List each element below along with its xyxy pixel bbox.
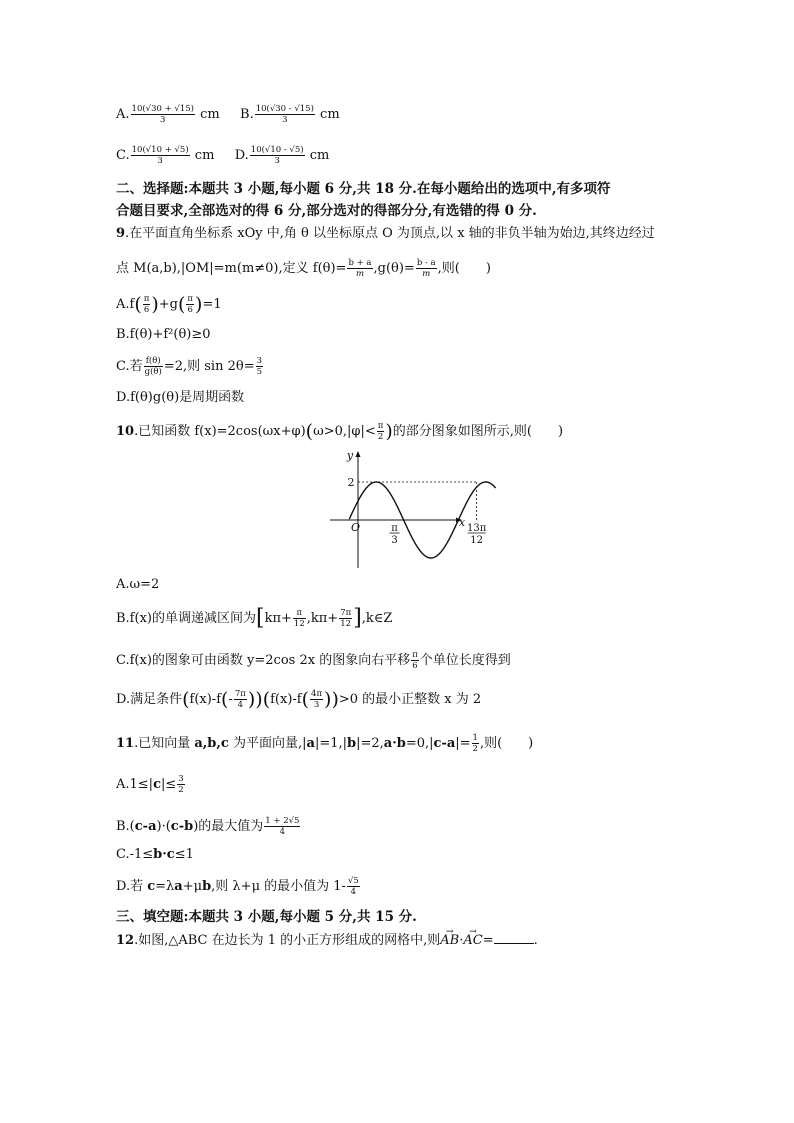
q11-number: 11 — [116, 736, 135, 751]
x-axis-label: x — [458, 516, 466, 529]
q9-g-definition: $\frac{b - a}{m}$ — [416, 258, 436, 279]
y-tick-2: 2 — [347, 476, 355, 489]
q8-option-c-fraction: $\frac{10(√10 + √5)}{3}$ — [131, 145, 189, 166]
q9-f-definition: $\frac{b + a}{m}$ — [348, 258, 372, 279]
vector-ac: → AC — [463, 932, 482, 950]
q8-option-b-label: B. — [240, 107, 254, 122]
q8-option-c-label: C. — [116, 148, 130, 163]
x-tick-pi3-num: π — [391, 523, 398, 534]
vector-ab: → AB — [440, 932, 459, 950]
y-axis-arrow — [356, 451, 361, 457]
q10-option-d: D.满足条件(f(x)-f(- $\frac{7\pi}{4}$ ))(f(x)-f( $\frac{4\pi}{3}$ ))>0 的最小正整数 x 为 2 — [116, 688, 482, 711]
q10-stem: 10.已知函数 f(x)=2cos(ωx+φ)(ω>0,|φ|< $\frac{\pi}{2}$ )的部分图象如图所示,则( ) — [116, 420, 564, 443]
section3-header: 三、填空题:本题共 3 小题,每小题 5 分,共 15 分. — [116, 909, 417, 925]
q8-option-d-label: D. — [234, 148, 249, 163]
x-tick-pi3-den: 3 — [391, 535, 398, 546]
q9-stem-line2: 点 M(a,b),|OM|=m(m≠0),定义 f(θ)= $\frac{b + a}{m}$ ,g(θ)= $\frac{b - a}{m}$ ,则( ) — [116, 258, 491, 279]
q9-number: 9 — [116, 226, 126, 241]
q8-option-b-fraction: $\frac{10(√30 - √15)}{3}$ — [255, 104, 314, 125]
q9-option-b: B.f(θ)+f²(θ)≥0 — [116, 327, 211, 342]
cosine-graph — [322, 442, 487, 572]
q12-number: 12 — [116, 933, 135, 948]
q8-option-c-unit: cm — [194, 148, 215, 163]
q8-option-a-label: A. — [116, 107, 130, 122]
q9-option-a: A.f( $\frac{\pi}{6}$ )+g( $\frac{\pi}{6}$ )=1 — [116, 293, 222, 316]
q8-option-b-unit: cm — [320, 107, 340, 122]
q11-option-a: A.1≤|c|≤ $\frac{3}{2}$ — [116, 774, 184, 795]
q11-option-d: D.若 c=λa+μb,则 λ+μ 的最小值为 1- $\frac{√5}{4}$ — [116, 876, 359, 897]
q11-stem: 11.已知向量 a,b,c 为平面向量,|a|=1,|b|=2,a·b=0,|c-a|= $\frac{1}{2}$ ,则( ) — [116, 733, 534, 754]
q12-answer-blank[interactable] — [494, 931, 534, 944]
q10-option-b: B.f(x)的单调递减区间为[kπ+ $\frac{\pi}{12}$ ,kπ+ $\frac{7\pi}{12}$ ],k∈Z — [116, 605, 393, 631]
q8-option-d-fraction: $\frac{10(√10 - √5)}{3}$ — [250, 145, 304, 166]
q10-number: 10 — [116, 424, 135, 439]
q8-option-d-unit: cm — [309, 148, 330, 163]
q9-option-c: C.若 $\frac{f(\theta)}{g(\theta)}$ =2,则 sin 2θ= $\frac{3}{5}$ — [116, 356, 263, 377]
x-tick-13pi12-num: 13π — [466, 523, 487, 534]
q9-stem-line1: 9.在平面直角坐标系 xOy 中,角 θ 以坐标原点 O 为顶点,以 x 轴的非负半轴为始边,其终边经过 — [116, 226, 655, 241]
q10-option-a: A.ω=2 — [116, 577, 160, 592]
origin-label: O — [350, 521, 360, 534]
q9-option-d: D.f(θ)g(θ)是周期函数 — [116, 390, 245, 405]
x-tick-13pi12-den: 12 — [470, 535, 483, 546]
q11-option-b: B.(c-a)·(c-b)的最大值为 $\frac{1 + 2√5}{4}$ — [116, 816, 300, 837]
q10-option-c: C.f(x)的图象可由函数 y=2cos 2x 的图象向右平移 $\frac{\pi}{6}$ 个单位长度得到 — [116, 650, 511, 671]
q8-option-a-unit: cm — [200, 107, 220, 122]
q11-option-c: C.-1≤b·c≤1 — [116, 847, 194, 862]
q12-stem: 12.如图,△ABC 在边长为 1 的小正方形组成的网格中,则→ AB·→ AC= . — [116, 931, 538, 950]
q8-option-a-fraction: $\frac{10(√30 + √15)}{3}$ — [131, 104, 194, 125]
q8-options-row2 — [116, 145, 329, 166]
section2-header-line2: 合题目要求,全部选对的得 6 分,部分选对的得部分分,有选错的得 0 分. — [116, 203, 537, 219]
y-axis-label: y — [346, 449, 354, 462]
section2-header-line1: 二、选择题:本题共 3 小题,每小题 6 分,共 18 分.在每小题给出的选项中,有多项符 — [116, 181, 611, 197]
q8-options-row1 — [116, 104, 340, 125]
